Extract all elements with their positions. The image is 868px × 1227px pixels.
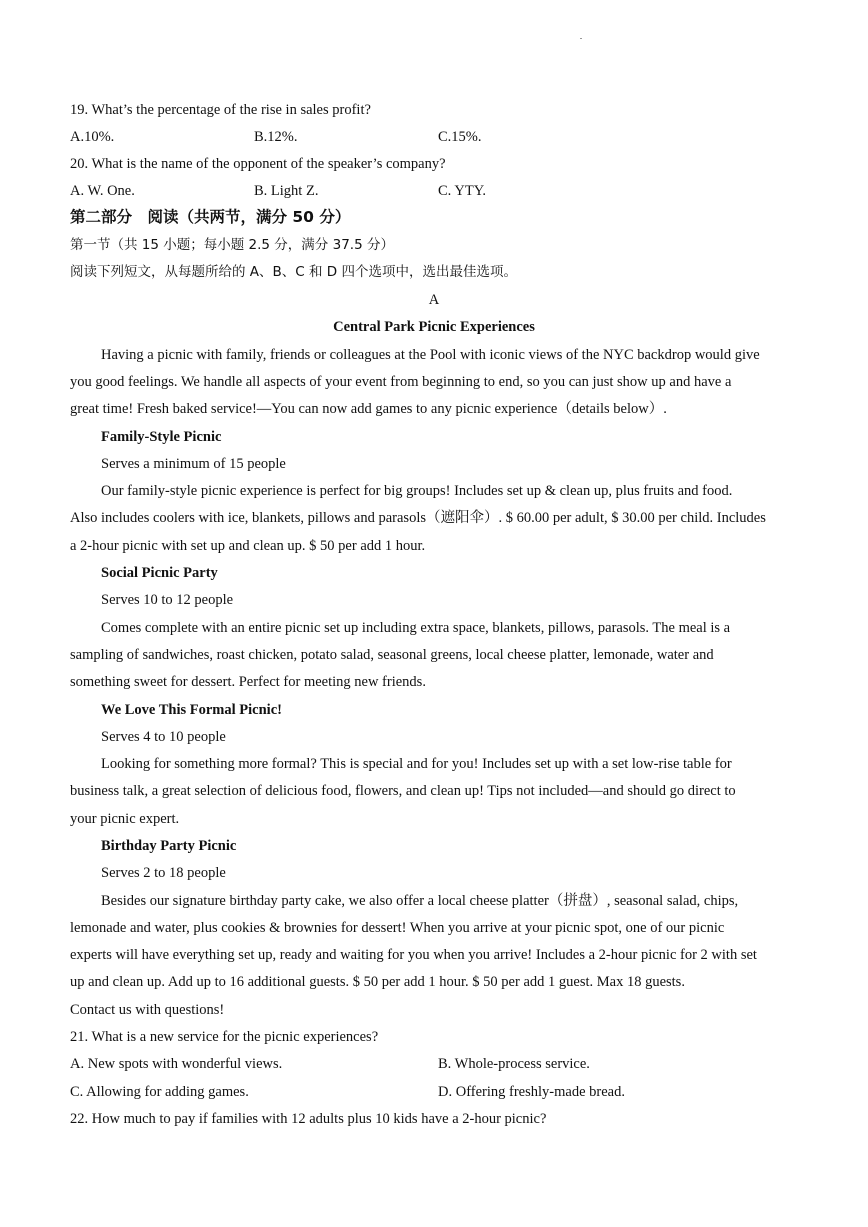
part2-heading: 第二部分 阅读（共两节，满分 50 分） xyxy=(70,208,351,226)
family-serves: Serves a minimum of 15 people xyxy=(101,456,286,472)
question-19: 19. What’s the percentage of the rise in sales profit? xyxy=(70,102,371,118)
formal-line-1: Looking for something more formal? This is special and for you! Includes set up with a set low-rise table for xyxy=(101,756,732,772)
q20-option-a: A. W. One. xyxy=(70,183,135,199)
formal-serves: Serves 4 to 10 people xyxy=(101,729,226,745)
q21-option-d: D. Offering freshly-made bread. xyxy=(438,1084,625,1100)
q19-option-c: C.15%. xyxy=(438,129,482,145)
social-title: Social Picnic Party xyxy=(101,565,218,581)
q21-option-c: C. Allowing for adding games. xyxy=(70,1084,249,1100)
q19-option-b: B.12%. xyxy=(254,129,298,145)
q20-option-b: B. Light Z. xyxy=(254,183,319,199)
birthday-line-1: Besides our signature birthday party cake, we also offer a local cheese platter（拼盘）, seasonal salad, chips, xyxy=(101,893,739,909)
social-line-2: sampling of sandwiches, roast chicken, potato salad, seasonal greens, local cheese platter, lemonade, water and xyxy=(70,647,714,663)
question-20: 20. What is the name of the opponent of the speaker’s company? xyxy=(70,156,446,172)
section1-heading: 第一节（共 15 小题；每小题 2.5 分，满分 37.5 分） xyxy=(70,237,394,253)
reading-instruction: 阅读下列短文，从每题所给的 A、B、C 和 D 四个选项中，选出最佳选项。 xyxy=(70,264,517,280)
contact-line: Contact us with questions! xyxy=(70,1002,225,1018)
birthday-line-2: lemonade and water, plus cookies & brownies for dessert! When you arrive at your picnic spot, one of our picnic xyxy=(70,920,725,936)
intro-line-2: you good feelings. We handle all aspects of your event from beginning to end, so you can just show up and have a xyxy=(70,374,732,390)
passage-label: A xyxy=(428,292,440,308)
birthday-title: Birthday Party Picnic xyxy=(101,838,237,854)
q21-option-a: A. New spots with wonderful views. xyxy=(70,1056,283,1072)
birthday-serves: Serves 2 to 18 people xyxy=(101,865,226,881)
intro-line-3: great time! Fresh baked service!—You can now add games to any picnic experience（details below）. xyxy=(70,401,667,417)
birthday-line-4: up and clean up. Add up to 16 additional guests. $ 50 per add 1 hour. $ 50 per add 1 guest. Max 18 guests. xyxy=(70,974,685,990)
social-line-3: something sweet for dessert. Perfect for meeting new friends. xyxy=(70,674,426,690)
passage-title: Central Park Picnic Experiences xyxy=(333,319,535,335)
q21-option-b: B. Whole-process service. xyxy=(438,1056,590,1072)
family-title: Family-Style Picnic xyxy=(101,429,222,445)
intro-line-1: Having a picnic with family, friends or colleagues at the Pool with iconic views of the NYC backdrop would give xyxy=(101,347,760,363)
scan-speck xyxy=(580,38,582,39)
family-line-3: a 2-hour picnic with set up and clean up. $ 50 per add 1 hour. xyxy=(70,538,426,554)
social-line-1: Comes complete with an entire picnic set up including extra space, blankets, pillows, parasols. The meal is a xyxy=(101,620,731,636)
q19-option-a: A.10%. xyxy=(70,129,115,145)
formal-line-3: your picnic expert. xyxy=(70,811,180,827)
birthday-line-3: experts will have everything set up, ready and waiting for you when you arrive! Includes a 2-hour picnic for 2 with set xyxy=(70,947,757,963)
question-22: 22. How much to pay if families with 12 adults plus 10 kids have a 2-hour picnic? xyxy=(70,1111,547,1127)
family-line-1: Our family-style picnic experience is perfect for big groups! Includes set up & clean up, plus fruits and food. xyxy=(101,483,733,499)
question-21: 21. What is a new service for the picnic experiences? xyxy=(70,1029,379,1045)
social-serves: Serves 10 to 12 people xyxy=(101,592,234,608)
formal-line-2: business talk, a great selection of delicious food, flowers, and clean up! Tips not included—and should go direct to xyxy=(70,783,736,799)
formal-title: We Love This Formal Picnic! xyxy=(101,702,282,718)
q20-option-c: C. YTY. xyxy=(438,183,486,199)
family-line-2: Also includes coolers with ice, blankets, pillows and parasols（遮阳伞）. $ 60.00 per adult, $ 30.00 per child. Includes xyxy=(70,510,766,526)
